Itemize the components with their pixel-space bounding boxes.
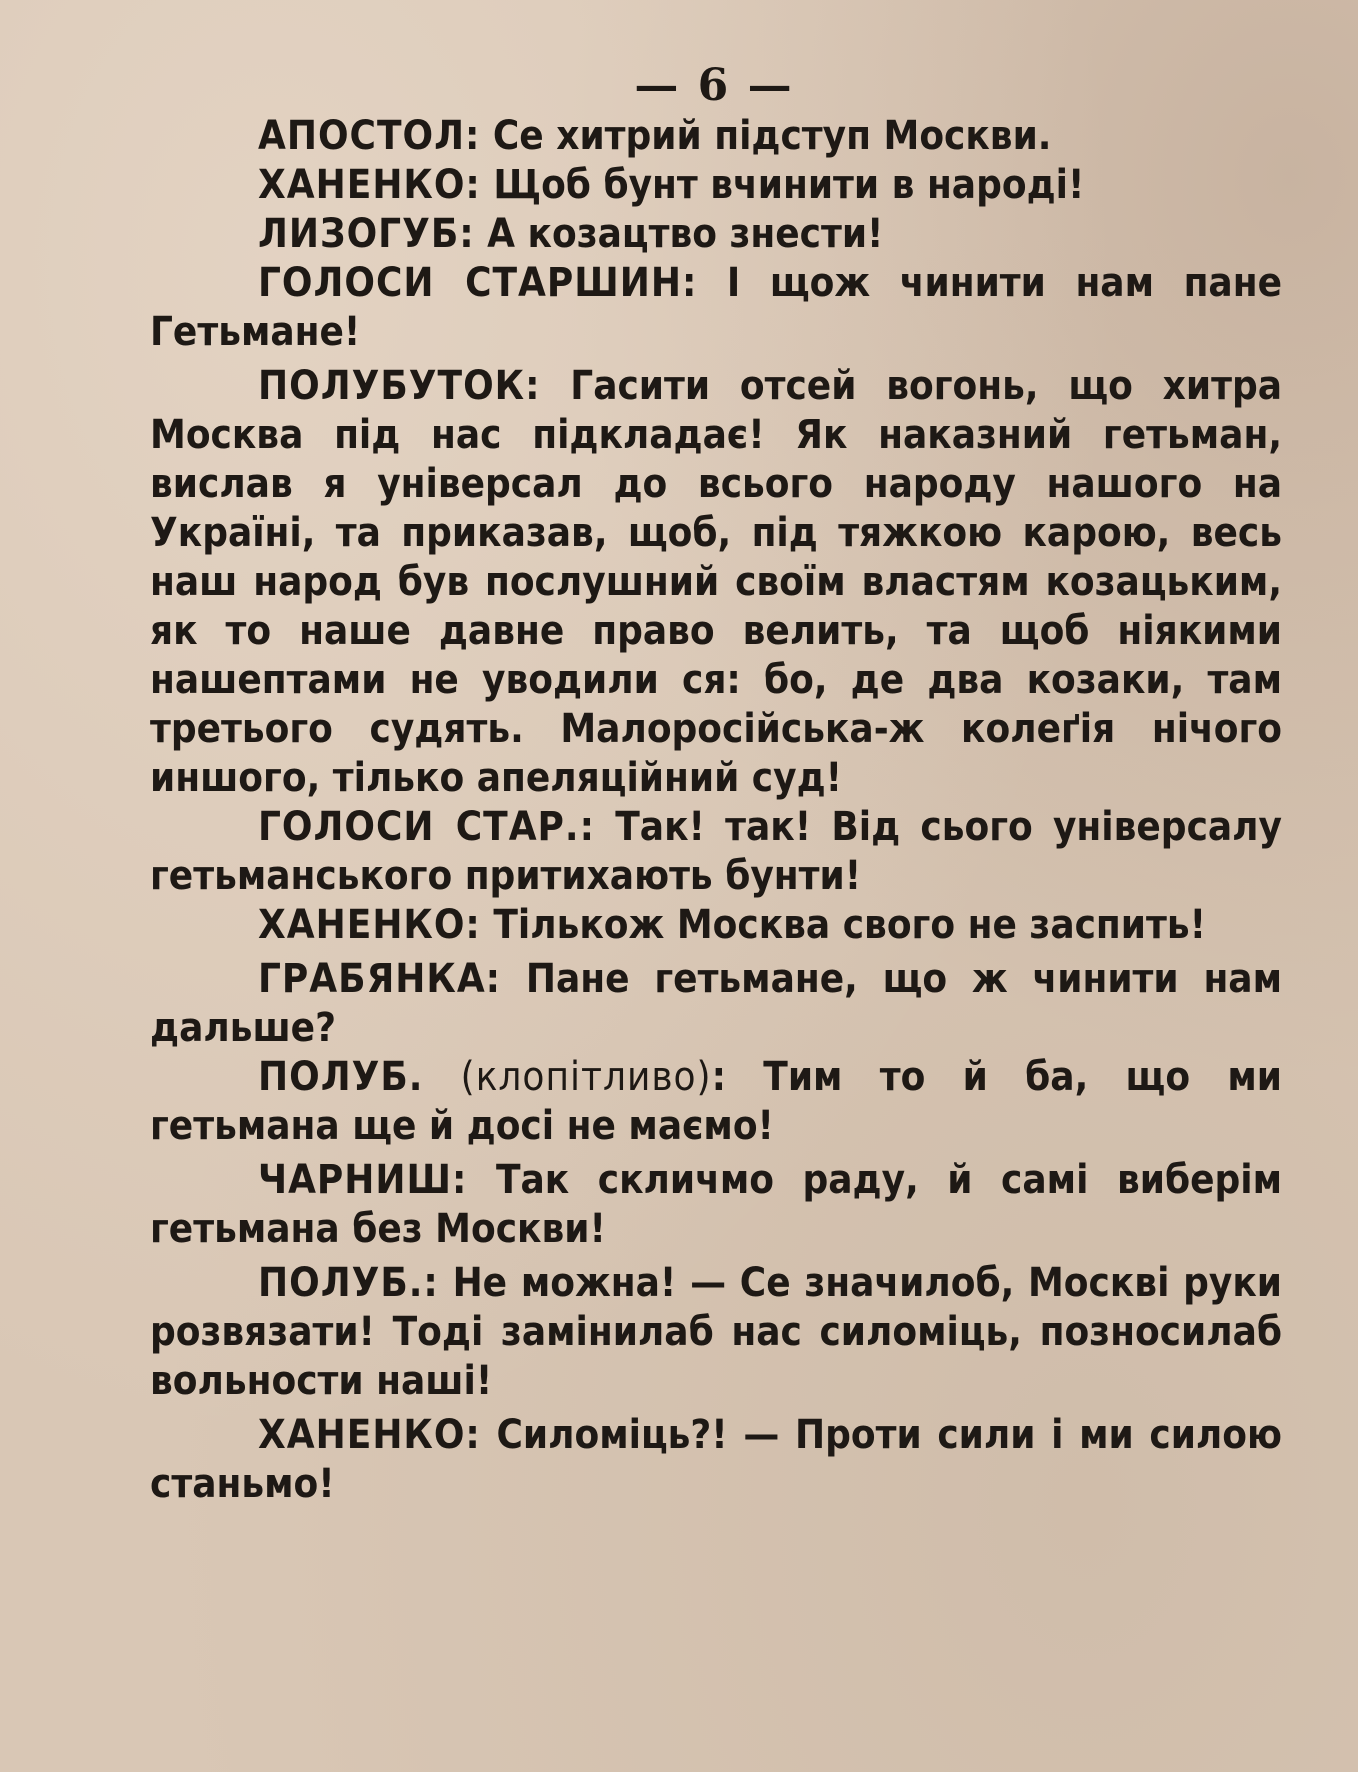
speaker-name: ГРАБЯНКА:	[258, 956, 502, 1002]
dialogue-text: Щоб бунт вчинити в народі!	[480, 162, 1085, 208]
dialogue-text: Так скличмо раду, й самі виберім гетьмана без Москви!	[150, 1157, 1282, 1252]
dialogue-text: Гасити отсей вогонь, що хитра Москва під нас підкладає! Як наказний гетьман, вислав я універсал до всього народу нашого на Україні, та приказав, щоб, під тяжкою карою, весь наш народ був послушний своїм властям козацьким, як то наше давне право велить, та щоб ніякими нашептами не уводили ся: бо, де два козаки, там третього судять. Малоросійська-ж колеґія нічого иншого, тілько апеляційний суд!	[150, 363, 1282, 801]
dialogue-line	[150, 1259, 1282, 1406]
dialogue-line	[150, 1411, 1282, 1509]
dialogue-text: Так! так! Від сього універсалу гетьманського притихають бунти!	[150, 804, 1282, 899]
speaker-name: ХАНЕНКО:	[258, 1412, 481, 1458]
play-text	[150, 112, 1282, 1509]
speaker-name: ГОЛОСИ СТАРШИН:	[258, 260, 698, 306]
dialogue-text: Се хитрий підступ Москви.	[480, 113, 1052, 159]
speaker-name: ПОЛУБ.	[258, 1054, 424, 1100]
dialogue-line	[150, 901, 1282, 950]
speaker-name: ПОЛУБ.:	[258, 1260, 439, 1306]
dialogue-text: Силоміць?! — Проти сили і ми силою станьмо!	[150, 1412, 1282, 1507]
page-number: — 6 —	[634, 60, 794, 111]
speaker-name: ГОЛОСИ СТАР.:	[258, 804, 595, 850]
stage-direction: (клопітливо)	[423, 1054, 712, 1100]
dialogue-text: : Тим то й ба, що ми гетьмана ще й досі не маємо!	[150, 1054, 1282, 1149]
speaker-name: ХАНЕНКО:	[258, 902, 481, 948]
speaker-name: ПОЛУБУТОК:	[258, 363, 541, 409]
dialogue-text: Пане гетьмане, що ж чинити нам дальше?	[150, 956, 1282, 1051]
speaker-name: ЛИЗОГУБ:	[258, 211, 475, 257]
dialogue-line	[150, 955, 1282, 1053]
dialogue-text: Тількож Москва свого не заспить!	[480, 902, 1207, 948]
dialogue-text: І щож чинити нам пане Гетьмане!	[150, 260, 1282, 355]
speaker-name: ХАНЕНКО:	[258, 162, 481, 208]
dialogue-line	[150, 1053, 1282, 1151]
dialogue-line	[150, 362, 1282, 803]
dialogue-line	[150, 161, 1282, 210]
dialogue-line	[150, 803, 1282, 901]
dialogue-text: А козацтво знести!	[474, 211, 884, 257]
dialogue-line	[150, 210, 1282, 259]
dialogue-line	[150, 1156, 1282, 1254]
dialogue-text: Не можна! — Се значилоб, Москві руки розвязати! Тоді замінилаб нас силоміць, позносилаб вольности наші!	[150, 1260, 1282, 1404]
speaker-name: ЧАРНИШ:	[258, 1157, 468, 1203]
dialogue-line	[150, 112, 1282, 161]
dialogue-line	[150, 259, 1282, 357]
speaker-name: АПОСТОЛ:	[258, 113, 481, 159]
